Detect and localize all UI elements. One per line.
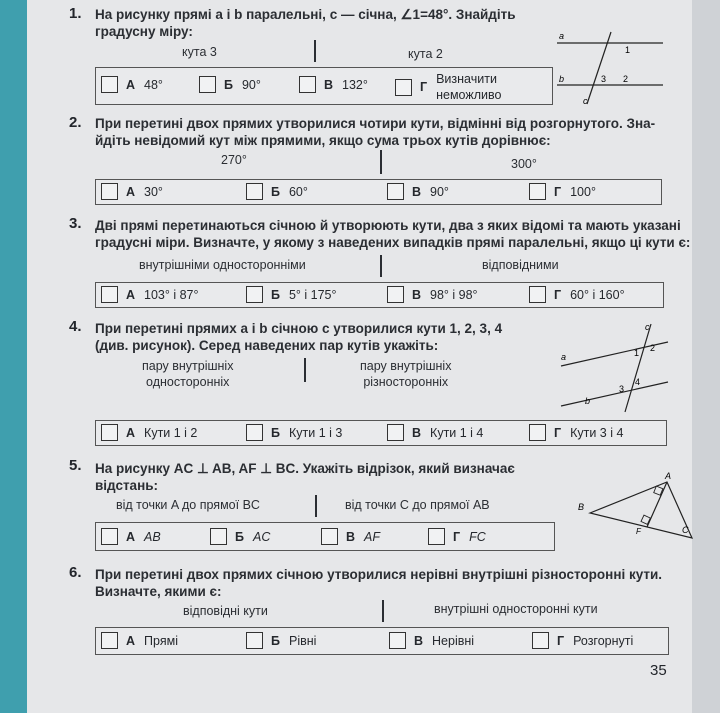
option-letter: В <box>412 287 422 302</box>
task-3-sub-left: внутрішніми односторонніми <box>139 258 306 272</box>
task-4-sub-left: пару внутрішніх односторонніх <box>142 359 234 389</box>
fig-label-3: 3 <box>619 384 625 394</box>
fig-label-b: B <box>578 502 585 512</box>
task-1-option-a[interactable] <box>101 76 163 93</box>
task-4-text <box>95 320 502 354</box>
task-4-number: 4. <box>69 318 82 335</box>
task-2-text-line-2: йдіть невідомий кут між прямими, якщо сума трьох кутів дорівнює: <box>95 133 551 148</box>
task-6-option-b[interactable] <box>246 632 316 649</box>
task-6-sub-left: відповідні кути <box>183 604 268 618</box>
checkbox[interactable] <box>246 632 263 649</box>
fig-label-a: A <box>665 471 672 481</box>
option-value: Рівні <box>288 633 317 648</box>
option-value: Кути 1 і 2 <box>144 425 198 440</box>
task-6-number: 6. <box>69 564 82 581</box>
option-letter: В <box>412 425 422 440</box>
checkbox[interactable] <box>387 286 404 303</box>
task-1-option-c[interactable] <box>299 76 368 93</box>
checkbox[interactable] <box>101 632 118 649</box>
fig-label-3: 3 <box>601 74 607 84</box>
checkbox[interactable] <box>529 424 546 441</box>
option-letter: Б <box>271 287 280 302</box>
option-letter: Г <box>554 287 562 302</box>
option-value: 60° <box>288 184 308 199</box>
fig-label-a: a <box>561 352 567 362</box>
task-6-text-line-2: Визначте, якими є: <box>95 584 222 599</box>
task-5-sub-right: від точки C до прямої AB <box>345 498 490 512</box>
textbook-page <box>27 0 692 713</box>
fig-label-2: 2 <box>623 74 629 84</box>
task-1-divider <box>314 40 316 62</box>
task-6-text-line-1: При перетині двох прямих січною утворилися нерівні внутрішні різносторонні кути. <box>95 567 663 582</box>
option-value: Нерівні <box>432 633 475 648</box>
option-letter: Г <box>554 425 562 440</box>
option-value: Кути 1 і 3 <box>288 425 343 440</box>
checkbox[interactable] <box>199 76 216 93</box>
task-2-option-a[interactable] <box>101 183 163 200</box>
option-letter: В <box>346 529 356 544</box>
option-value: Розгорнуті <box>573 633 634 648</box>
task-5-text-line-1: На рисунку AC ⊥ AB, AF ⊥ BC. Укажіть відрізок, який визначає <box>95 461 515 476</box>
task-3-option-d[interactable] <box>529 286 625 303</box>
line-b <box>561 382 668 406</box>
task-5-text <box>95 460 515 494</box>
task-5-option-b[interactable] <box>210 528 270 545</box>
checkbox[interactable] <box>389 632 406 649</box>
task-2-sub-right: 300° <box>511 157 537 171</box>
task-4-option-c[interactable] <box>387 424 483 441</box>
task-5-option-c[interactable] <box>321 528 380 545</box>
task-3-option-a[interactable] <box>101 286 199 303</box>
option-value: 48° <box>144 77 163 92</box>
option-letter: В <box>414 633 424 648</box>
task-2-divider <box>380 150 382 174</box>
task-6-option-a[interactable] <box>101 632 178 649</box>
option-value: AF <box>364 529 381 544</box>
fig-label-2: 2 <box>650 343 656 353</box>
option-value: FC <box>469 529 486 544</box>
option-letter: Б <box>224 77 233 92</box>
checkbox[interactable] <box>101 528 118 545</box>
task-5-divider <box>315 495 317 517</box>
task-1-sub-left: кута 3 <box>182 45 217 59</box>
option-value: 90° <box>241 77 261 92</box>
checkbox[interactable] <box>532 632 549 649</box>
option-letter: В <box>324 77 334 92</box>
task-6-option-d[interactable] <box>532 632 633 649</box>
option-value: AC <box>252 529 271 544</box>
option-value: Кути 1 і 4 <box>430 425 484 440</box>
task-1-option-d[interactable] <box>395 71 501 103</box>
checkbox[interactable] <box>428 528 445 545</box>
checkbox[interactable] <box>210 528 227 545</box>
option-value: 30° <box>144 184 163 199</box>
option-letter: А <box>126 425 136 440</box>
task-3-option-b[interactable] <box>246 286 337 303</box>
task-3-divider <box>380 255 382 277</box>
fig-label-4: 4 <box>635 377 641 387</box>
checkbox[interactable] <box>246 183 263 200</box>
option-letter: Б <box>271 633 280 648</box>
option-value: Кути 3 і 4 <box>570 425 624 440</box>
fig-label-c: c <box>583 96 588 106</box>
task-5-text-line-2: відстань: <box>95 478 159 493</box>
checkbox[interactable] <box>387 424 404 441</box>
option-letter: Г <box>420 80 428 94</box>
task-5-number: 5. <box>69 457 82 474</box>
task-4-text-line-2: (див. рисунок). Серед наведених пар кутів укажіть: <box>95 338 439 353</box>
option-letter: А <box>126 287 136 302</box>
task-2-number: 2. <box>69 114 82 131</box>
task-1-number: 1. <box>69 5 82 22</box>
task-4-divider <box>304 358 306 382</box>
task-3-text <box>95 217 690 251</box>
task-4-sub-right: пару внутрішніх різносторонніх <box>360 359 452 389</box>
task-6-sub-right: внутрішні односторонні кути <box>434 602 598 616</box>
task-5-option-a[interactable] <box>101 528 161 545</box>
option-value: Визначити неможливо <box>436 72 502 102</box>
task-2-option-b[interactable] <box>246 183 308 200</box>
task-1-figure <box>553 28 693 108</box>
fig-label-f: F <box>636 527 641 536</box>
task-5-option-d[interactable] <box>428 528 486 545</box>
line-c <box>625 324 651 412</box>
task-3-text-line-1: Дві прямі перетинаються січною й утворюють кути, два з яких відомі та мають указані <box>95 218 681 233</box>
option-value: 90° <box>430 184 449 199</box>
checkbox[interactable] <box>529 286 546 303</box>
option-letter: Г <box>554 184 562 199</box>
checkbox[interactable] <box>101 76 118 93</box>
option-letter: Г <box>453 529 461 544</box>
fig-label-1: 1 <box>625 45 631 55</box>
option-letter: А <box>126 633 136 648</box>
fig-label-b: b <box>559 74 565 84</box>
fig-label-c: c <box>645 322 650 332</box>
checkbox[interactable] <box>246 286 263 303</box>
option-value: 98° і 98° <box>430 287 478 302</box>
option-letter: А <box>126 184 136 199</box>
option-value: 60° і 160° <box>570 287 625 302</box>
option-letter: В <box>412 184 422 199</box>
task-5-figure <box>572 470 697 550</box>
option-value: 5° і 175° <box>288 287 337 302</box>
fig-label-1: 1 <box>634 348 640 358</box>
task-6-option-c[interactable] <box>389 632 474 649</box>
task-5-sub-left: від точки A до прямої BC <box>116 498 260 512</box>
task-2-sub-left: 270° <box>221 153 247 167</box>
task-1-text <box>95 6 516 40</box>
task-3-option-c[interactable] <box>387 286 478 303</box>
task-2-option-c[interactable] <box>387 183 449 200</box>
triangle-abc <box>590 482 692 538</box>
task-1-option-b[interactable] <box>199 76 261 93</box>
checkbox[interactable] <box>299 76 316 93</box>
checkbox[interactable] <box>101 424 118 441</box>
page-number: 35 <box>650 662 667 679</box>
task-4-text-line-1: При перетині прямих a і b січною c утворилися кути 1, 2, 3, 4 <box>95 321 503 336</box>
checkbox[interactable] <box>101 183 118 200</box>
option-value: 132° <box>342 77 368 92</box>
task-6-text <box>95 566 662 600</box>
option-value: 100° <box>570 184 596 199</box>
option-letter: Г <box>557 633 565 648</box>
task-2-option-d[interactable] <box>529 183 596 200</box>
checkbox[interactable] <box>101 286 118 303</box>
task-4-option-a[interactable] <box>101 424 197 441</box>
option-value: Прямі <box>144 633 178 648</box>
option-letter: А <box>126 77 136 92</box>
option-letter: Б <box>271 184 280 199</box>
task-2-text-line-1: При перетині двох прямих утворилися чотири кути, відмінні від розгорнутого. Зна- <box>95 116 656 131</box>
task-3-number: 3. <box>69 215 82 232</box>
checkbox[interactable] <box>387 183 404 200</box>
fig-label-c: C <box>682 525 689 535</box>
task-4-option-b[interactable] <box>246 424 342 441</box>
task-3-text-line-2: градусні міри. Визначте, у якому з наведених випадків прямі паралельні, якщо ці кути є: <box>95 235 691 250</box>
option-letter: Б <box>271 425 280 440</box>
task-2-text <box>95 115 655 149</box>
task-1-sub-right: кута 2 <box>408 47 443 61</box>
fig-label-a: a <box>559 31 565 41</box>
option-value: AB <box>144 529 161 544</box>
task-3-sub-right: відповідними <box>482 258 559 272</box>
checkbox[interactable] <box>395 79 412 96</box>
checkbox[interactable] <box>529 183 546 200</box>
page-edge-stripe <box>0 0 27 713</box>
fig-label-b: b <box>585 396 591 406</box>
option-letter: А <box>126 529 136 544</box>
task-1-text-line-2: градусну міру: <box>95 24 193 39</box>
task-4-option-d[interactable] <box>529 424 623 441</box>
task-4-figure <box>553 318 673 413</box>
task-1-text-line-1: На рисунку прямі a і b паралельні, c — січна, ∠1=48°. Знайдіть <box>95 7 516 22</box>
task-6-divider <box>382 600 384 622</box>
checkbox[interactable] <box>321 528 338 545</box>
checkbox[interactable] <box>246 424 263 441</box>
option-value: 103° і 87° <box>144 287 199 302</box>
option-letter: Б <box>235 529 244 544</box>
